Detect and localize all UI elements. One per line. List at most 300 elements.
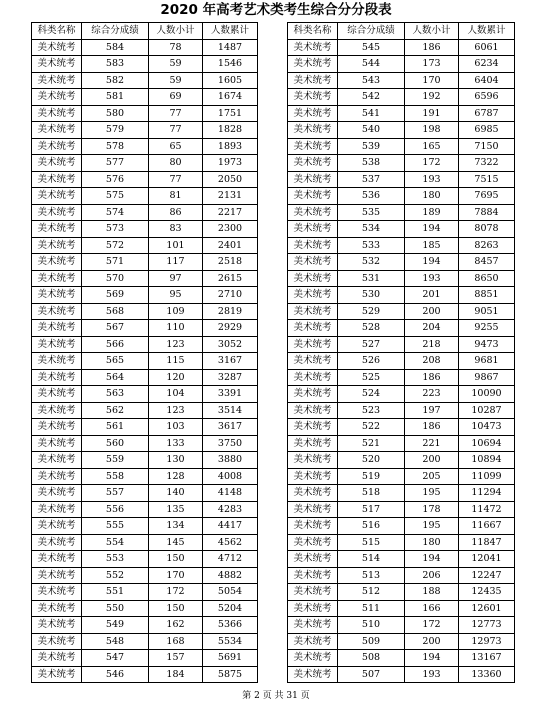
table-row (32, 303, 258, 320)
table-row (32, 39, 258, 56)
cell-score: 522 (338, 419, 405, 436)
cell-cumulative: 3287 (203, 369, 258, 386)
table-row (288, 39, 515, 56)
table-row (288, 105, 515, 122)
cell-score: 558 (82, 468, 149, 485)
table-row (288, 402, 515, 419)
cell-category: 美术统考 (288, 39, 338, 56)
cell-count: 133 (149, 435, 203, 452)
cell-category: 美术统考 (288, 270, 338, 287)
cell-cumulative: 6234 (459, 56, 515, 73)
cell-category: 美术统考 (288, 303, 338, 320)
cell-category: 美术统考 (32, 551, 82, 568)
cell-score: 519 (338, 468, 405, 485)
table-row (32, 402, 258, 419)
cell-category: 美术统考 (288, 221, 338, 238)
cell-score: 545 (338, 39, 405, 56)
cell-count: 189 (405, 204, 459, 221)
cell-category: 美术统考 (288, 633, 338, 650)
cell-category: 美术统考 (32, 386, 82, 403)
cell-cumulative: 4417 (203, 518, 258, 535)
cell-score: 572 (82, 237, 149, 254)
cell-category: 美术统考 (288, 600, 338, 617)
cell-cumulative: 10694 (459, 435, 515, 452)
table-row (288, 221, 515, 238)
cell-score: 578 (82, 138, 149, 155)
table-row (288, 89, 515, 106)
cell-score: 516 (338, 518, 405, 535)
cell-category: 美术统考 (288, 435, 338, 452)
cell-score: 530 (338, 287, 405, 304)
table-header-row (32, 23, 258, 40)
cell-count: 77 (149, 122, 203, 139)
cell-category: 美术统考 (32, 39, 82, 56)
cell-count: 104 (149, 386, 203, 403)
table-row (32, 666, 258, 683)
table-row (32, 270, 258, 287)
cell-count: 205 (405, 468, 459, 485)
cell-count: 200 (405, 303, 459, 320)
cell-count: 184 (149, 666, 203, 683)
cell-score: 507 (338, 666, 405, 683)
table-row (32, 584, 258, 601)
cell-count: 115 (149, 353, 203, 370)
cell-score: 508 (338, 650, 405, 667)
cell-cumulative: 10287 (459, 402, 515, 419)
cell-category: 美术统考 (32, 402, 82, 419)
table-row (288, 600, 515, 617)
cell-category: 美术统考 (32, 56, 82, 73)
header-count: 人数小计 (405, 23, 459, 40)
table-row (288, 155, 515, 172)
cell-cumulative: 8263 (459, 237, 515, 254)
table-row (32, 336, 258, 353)
cell-score: 580 (82, 105, 149, 122)
table-row (288, 138, 515, 155)
table-row (288, 501, 515, 518)
table-row (288, 369, 515, 386)
cell-score: 559 (82, 452, 149, 469)
cell-count: 208 (405, 353, 459, 370)
cell-cumulative: 3514 (203, 402, 258, 419)
cell-category: 美术统考 (288, 171, 338, 188)
cell-category: 美术统考 (32, 468, 82, 485)
cell-cumulative: 10894 (459, 452, 515, 469)
table-row (288, 320, 515, 337)
cell-cumulative: 2518 (203, 254, 258, 271)
table-body-right (288, 39, 515, 683)
cell-category: 美术统考 (32, 221, 82, 238)
cell-count: 80 (149, 155, 203, 172)
cell-cumulative: 4148 (203, 485, 258, 502)
table-row (288, 452, 515, 469)
cell-cumulative: 1546 (203, 56, 258, 73)
cell-score: 531 (338, 270, 405, 287)
cell-category: 美术统考 (32, 303, 82, 320)
table-row (288, 518, 515, 535)
cell-count: 173 (405, 56, 459, 73)
cell-score: 537 (338, 171, 405, 188)
table-row (288, 303, 515, 320)
cell-category: 美术统考 (32, 369, 82, 386)
table-row (32, 650, 258, 667)
cell-score: 517 (338, 501, 405, 518)
cell-category: 美术统考 (288, 501, 338, 518)
cell-count: 188 (405, 584, 459, 601)
table-row (288, 336, 515, 353)
cell-count: 69 (149, 89, 203, 106)
cell-score: 552 (82, 567, 149, 584)
table-row (288, 171, 515, 188)
cell-score: 560 (82, 435, 149, 452)
cell-category: 美术统考 (32, 336, 82, 353)
table-row (32, 617, 258, 634)
table-row (32, 485, 258, 502)
table-row (32, 567, 258, 584)
cell-category: 美术统考 (288, 650, 338, 667)
cell-score: 567 (82, 320, 149, 337)
cell-cumulative: 10473 (459, 419, 515, 436)
cell-category: 美术统考 (32, 666, 82, 683)
cell-count: 140 (149, 485, 203, 502)
cell-count: 195 (405, 485, 459, 502)
cell-cumulative: 2819 (203, 303, 258, 320)
cell-count: 185 (405, 237, 459, 254)
cell-count: 194 (405, 221, 459, 238)
cell-count: 101 (149, 237, 203, 254)
document-title: 2020 年高考艺术类考生综合分分段表 (160, 2, 392, 18)
cell-count: 157 (149, 650, 203, 667)
cell-count: 120 (149, 369, 203, 386)
cell-score: 574 (82, 204, 149, 221)
table-row (32, 254, 258, 271)
cell-score: 566 (82, 336, 149, 353)
table-row (32, 452, 258, 469)
cell-score: 533 (338, 237, 405, 254)
cell-count: 117 (149, 254, 203, 271)
cell-cumulative: 9255 (459, 320, 515, 337)
cell-category: 美术统考 (288, 254, 338, 271)
cell-category: 美术统考 (32, 122, 82, 139)
table-body-left (32, 39, 258, 683)
cell-count: 77 (149, 171, 203, 188)
cell-score: 514 (338, 551, 405, 568)
cell-category: 美术统考 (288, 320, 338, 337)
cell-score: 549 (82, 617, 149, 634)
page-footer: 第 2 页 共 31 页 (242, 691, 310, 701)
cell-cumulative: 1605 (203, 72, 258, 89)
table-row (288, 56, 515, 73)
cell-category: 美术统考 (288, 89, 338, 106)
cell-score: 536 (338, 188, 405, 205)
table-header-row (288, 23, 515, 40)
cell-category: 美术统考 (32, 138, 82, 155)
table-row (32, 435, 258, 452)
cell-cumulative: 12247 (459, 567, 515, 584)
cell-score: 512 (338, 584, 405, 601)
cell-count: 201 (405, 287, 459, 304)
table-row (32, 138, 258, 155)
cell-cumulative: 9473 (459, 336, 515, 353)
header-cumulative: 人数累计 (203, 23, 258, 40)
cell-category: 美术统考 (32, 617, 82, 634)
cell-count: 95 (149, 287, 203, 304)
table-row (32, 468, 258, 485)
table-row (288, 584, 515, 601)
cell-category: 美术统考 (288, 551, 338, 568)
cell-cumulative: 4712 (203, 551, 258, 568)
cell-count: 193 (405, 171, 459, 188)
cell-count: 193 (405, 270, 459, 287)
cell-category: 美术统考 (288, 138, 338, 155)
cell-count: 78 (149, 39, 203, 56)
cell-score: 564 (82, 369, 149, 386)
cell-count: 134 (149, 518, 203, 535)
cell-category: 美术统考 (288, 452, 338, 469)
cell-score: 523 (338, 402, 405, 419)
cell-category: 美术统考 (32, 353, 82, 370)
cell-count: 110 (149, 320, 203, 337)
cell-count: 193 (405, 666, 459, 683)
header-category: 科类名称 (288, 23, 338, 40)
cell-score: 550 (82, 600, 149, 617)
cell-category: 美术统考 (288, 468, 338, 485)
table-row (288, 485, 515, 502)
cell-score: 539 (338, 138, 405, 155)
cell-category: 美术统考 (32, 567, 82, 584)
cell-count: 170 (405, 72, 459, 89)
cell-count: 204 (405, 320, 459, 337)
cell-score: 581 (82, 89, 149, 106)
cell-score: 532 (338, 254, 405, 271)
table-row (32, 171, 258, 188)
cell-cumulative: 6596 (459, 89, 515, 106)
cell-category: 美术统考 (288, 72, 338, 89)
cell-score: 565 (82, 353, 149, 370)
cell-score: 582 (82, 72, 149, 89)
table-row (32, 72, 258, 89)
cell-category: 美术统考 (32, 287, 82, 304)
cell-category: 美术统考 (32, 254, 82, 271)
cell-category: 美术统考 (32, 650, 82, 667)
cell-score: 525 (338, 369, 405, 386)
cell-cumulative: 11472 (459, 501, 515, 518)
cell-cumulative: 7695 (459, 188, 515, 205)
table-row (288, 534, 515, 551)
cell-category: 美术统考 (32, 204, 82, 221)
cell-cumulative: 2300 (203, 221, 258, 238)
table-row (32, 287, 258, 304)
table-row (32, 518, 258, 535)
cell-count: 59 (149, 72, 203, 89)
cell-score: 538 (338, 155, 405, 172)
cell-score: 556 (82, 501, 149, 518)
cell-count: 186 (405, 369, 459, 386)
cell-count: 150 (149, 551, 203, 568)
cell-cumulative: 7515 (459, 171, 515, 188)
cell-score: 540 (338, 122, 405, 139)
cell-score: 562 (82, 402, 149, 419)
table-row (288, 650, 515, 667)
cell-cumulative: 3880 (203, 452, 258, 469)
cell-score: 548 (82, 633, 149, 650)
cell-score: 541 (338, 105, 405, 122)
cell-count: 172 (149, 584, 203, 601)
cell-cumulative: 4562 (203, 534, 258, 551)
table-row (32, 56, 258, 73)
table-row (288, 633, 515, 650)
cell-count: 198 (405, 122, 459, 139)
cell-cumulative: 2710 (203, 287, 258, 304)
cell-category: 美术统考 (32, 501, 82, 518)
cell-score: 527 (338, 336, 405, 353)
cell-category: 美术统考 (288, 56, 338, 73)
cell-cumulative: 12973 (459, 633, 515, 650)
cell-count: 218 (405, 336, 459, 353)
score-table-left (31, 22, 258, 683)
cell-cumulative: 9681 (459, 353, 515, 370)
table-row (32, 320, 258, 337)
cell-category: 美术统考 (32, 485, 82, 502)
table-row (288, 386, 515, 403)
cell-cumulative: 1487 (203, 39, 258, 56)
cell-count: 123 (149, 402, 203, 419)
cell-score: 509 (338, 633, 405, 650)
cell-count: 135 (149, 501, 203, 518)
table-row (32, 155, 258, 172)
cell-category: 美术统考 (288, 567, 338, 584)
cell-score: 529 (338, 303, 405, 320)
cell-count: 123 (149, 336, 203, 353)
cell-score: 515 (338, 534, 405, 551)
cell-score: 568 (82, 303, 149, 320)
cell-category: 美术统考 (288, 666, 338, 683)
cell-count: 109 (149, 303, 203, 320)
cell-category: 美术统考 (288, 518, 338, 535)
cell-count: 128 (149, 468, 203, 485)
cell-category: 美术统考 (32, 237, 82, 254)
cell-cumulative: 9867 (459, 369, 515, 386)
cell-count: 83 (149, 221, 203, 238)
cell-score: 553 (82, 551, 149, 568)
cell-count: 103 (149, 419, 203, 436)
table-row (32, 237, 258, 254)
cell-cumulative: 1893 (203, 138, 258, 155)
cell-score: 542 (338, 89, 405, 106)
table-row (32, 600, 258, 617)
cell-cumulative: 7322 (459, 155, 515, 172)
cell-count: 200 (405, 452, 459, 469)
cell-score: 577 (82, 155, 149, 172)
cell-cumulative: 2050 (203, 171, 258, 188)
cell-cumulative: 12773 (459, 617, 515, 634)
cell-cumulative: 10090 (459, 386, 515, 403)
cell-count: 192 (405, 89, 459, 106)
cell-count: 166 (405, 600, 459, 617)
cell-count: 86 (149, 204, 203, 221)
cell-category: 美术统考 (32, 320, 82, 337)
table-row (288, 237, 515, 254)
cell-category: 美术统考 (32, 584, 82, 601)
cell-category: 美术统考 (32, 452, 82, 469)
cell-cumulative: 2401 (203, 237, 258, 254)
cell-score: 543 (338, 72, 405, 89)
cell-count: 178 (405, 501, 459, 518)
cell-category: 美术统考 (288, 534, 338, 551)
cell-category: 美术统考 (288, 369, 338, 386)
table-row (288, 270, 515, 287)
cell-score: 544 (338, 56, 405, 73)
cell-score: 534 (338, 221, 405, 238)
cell-category: 美术统考 (288, 105, 338, 122)
cell-count: 65 (149, 138, 203, 155)
cell-cumulative: 11099 (459, 468, 515, 485)
cell-category: 美术统考 (288, 287, 338, 304)
table-row (32, 188, 258, 205)
cell-count: 200 (405, 633, 459, 650)
header-score: 综合分成绩 (338, 23, 405, 40)
cell-score: 583 (82, 56, 149, 73)
cell-cumulative: 5366 (203, 617, 258, 634)
cell-score: 524 (338, 386, 405, 403)
cell-count: 130 (149, 452, 203, 469)
cell-cumulative: 2615 (203, 270, 258, 287)
cell-category: 美术统考 (32, 534, 82, 551)
cell-category: 美术统考 (32, 633, 82, 650)
table-row (288, 666, 515, 683)
cell-cumulative: 8650 (459, 270, 515, 287)
cell-score: 575 (82, 188, 149, 205)
cell-count: 77 (149, 105, 203, 122)
table-row (288, 72, 515, 89)
cell-count: 165 (405, 138, 459, 155)
cell-cumulative: 5875 (203, 666, 258, 683)
table-row (288, 254, 515, 271)
cell-category: 美术统考 (32, 419, 82, 436)
cell-score: 554 (82, 534, 149, 551)
cell-cumulative: 3052 (203, 336, 258, 353)
cell-category: 美术统考 (288, 584, 338, 601)
cell-cumulative: 4283 (203, 501, 258, 518)
cell-score: 555 (82, 518, 149, 535)
cell-cumulative: 13167 (459, 650, 515, 667)
cell-cumulative: 12435 (459, 584, 515, 601)
cell-cumulative: 6061 (459, 39, 515, 56)
cell-category: 美术统考 (32, 89, 82, 106)
cell-count: 170 (149, 567, 203, 584)
table-row (32, 204, 258, 221)
cell-category: 美术统考 (32, 72, 82, 89)
cell-cumulative: 2929 (203, 320, 258, 337)
cell-category: 美术统考 (32, 600, 82, 617)
table-row (32, 369, 258, 386)
header-category: 科类名称 (32, 23, 82, 40)
cell-category: 美术统考 (32, 435, 82, 452)
cell-cumulative: 13360 (459, 666, 515, 683)
cell-cumulative: 8078 (459, 221, 515, 238)
cell-score: 584 (82, 39, 149, 56)
cell-count: 162 (149, 617, 203, 634)
cell-cumulative: 3167 (203, 353, 258, 370)
table-row (288, 567, 515, 584)
cell-score: 546 (82, 666, 149, 683)
table-row (32, 89, 258, 106)
cell-cumulative: 1973 (203, 155, 258, 172)
cell-category: 美术统考 (32, 518, 82, 535)
table-row (32, 353, 258, 370)
cell-category: 美术统考 (288, 155, 338, 172)
cell-score: 511 (338, 600, 405, 617)
